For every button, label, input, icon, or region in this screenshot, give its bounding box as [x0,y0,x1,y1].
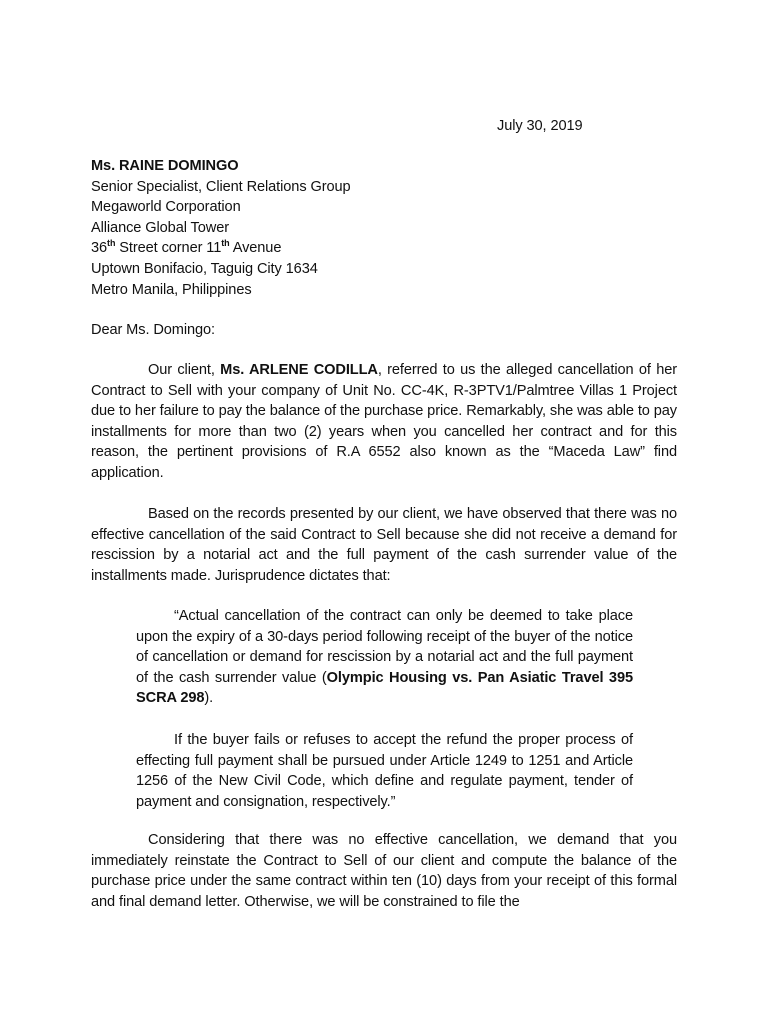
quoted-jurisprudence-1 [136,606,633,709]
quote-1-body: “Actual cancellation of the contract can only be deemed to take place upon the expiry of a 30-days period following receipt of the buyer of the notice of cancellation or demand for rescission by a notarial act and the full payment of the cash surrender value ( [136,608,633,686]
street-middle: Street corner 11 [115,240,222,257]
paragraph-1-intro: Our client, [148,362,221,378]
quote-1-end: ). [204,690,214,707]
paragraph-3: Considering that there was no effective cancellation, we demand that you immediately reinstate the Contract to Sell of our client and compute the balance of the purchase price under the same contract within ten (10) days from your receipt of this formal and final demand letter. Otherwise, we will be constrained to file the [91,832,677,910]
street-number-suffix: th [107,237,116,248]
quoted-jurisprudence-2: If the buyer fails or refuses to accept the refund the proper process of effecting full payment shall be pursued under Article 1249 to 1251 and Article 1256 of the New Civil Code, which define and regulate payment, tender of payment and consignation, respectively.” [136,732,633,810]
recipient-title: Senior Specialist, Client Relations Group [91,178,351,195]
recipient-company: Megaworld Corporation [91,199,241,216]
street-end: Avenue [229,240,282,257]
recipient-street [91,238,351,259]
recipient-region: Metro Manila, Philippines [91,281,252,298]
recipient-city: Uptown Bonifacio, Taguig City 1634 [91,260,318,277]
letter-date: July 30, 2019 [497,118,583,134]
avenue-number-suffix: th [221,237,230,248]
client-name: Ms. ARLENE CODILLA [220,362,378,378]
paragraph-2: Based on the records presented by our client, we have observed that there was no effective cancellation of the said Contract to Sell because she did not receive a demand for rescission by a notarial act and the full payment of the cash surrender value of the installments made. Jurisprudence dictates that: [91,506,677,584]
paragraph-1 [91,360,677,484]
recipient-building: Alliance Global Tower [91,219,229,236]
recipient-address-block [91,156,351,300]
case-citation: Olympic Housing vs. Pan Asiatic Travel 395 SCRA 298 [136,669,633,707]
recipient-name: Ms. RAINE DOMINGO [91,158,239,174]
street-number: 36 [91,240,108,257]
salutation: Dear Ms. Domingo: [91,322,216,338]
paragraph-1-body: , referred to us the alleged cancellation of her Contract to Sell with your company of Unit No. CC-4K, R-3PTV1/Palmtree Villas 1 Project due to her failure to pay the balance of the purchase price. Remarkably, she was able to pay installments for more than two (2) years when you cancelled her contract and for this reason, the pertinent provisions of R.A 6552 also known as the “Maceda Law” find application. [91,362,677,481]
